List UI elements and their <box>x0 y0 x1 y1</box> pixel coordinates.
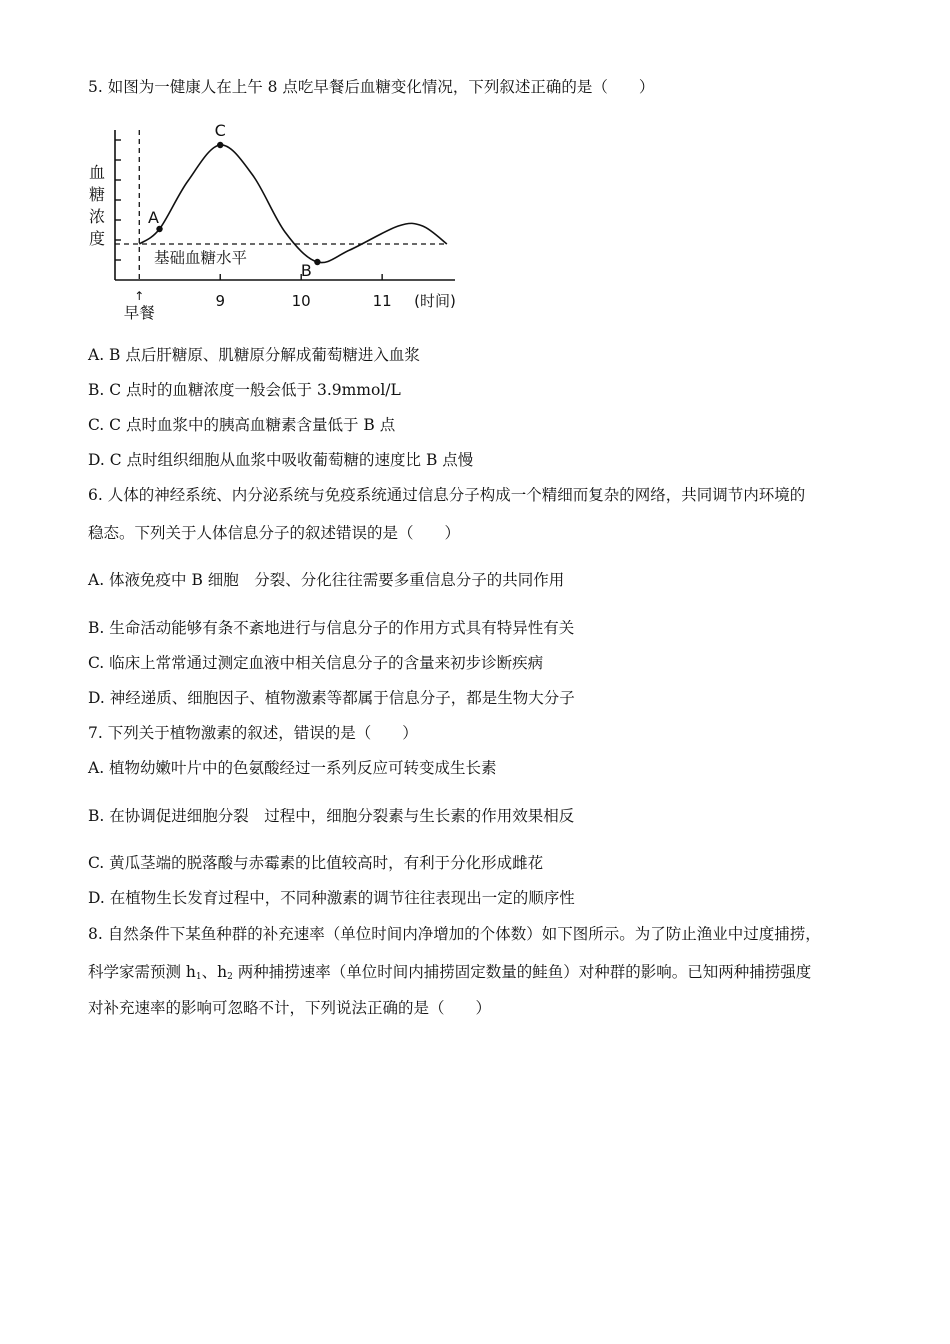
breakfast-label: 早餐 <box>123 304 155 322</box>
q7-option-c: C. 黄瓜茎端的脱落酸与赤霉素的比值较高时，有利于分化形成雌花 <box>88 854 544 872</box>
q5-stem: 5. 如图为一健康人在上午 8 点吃早餐后血糖变化情况，下列叙述正确的是（ ） <box>88 78 655 96</box>
q7-option-b: B. 在协调促进细胞分裂 过程中，细胞分裂素与生长素的作用效果相反 <box>88 807 575 825</box>
q8-stem-line1: 8. 自然条件下某鱼种群的补充速率（单位时间内净增加的个体数）如下图所示。为了防止渔业中过度捕捞， <box>88 925 821 943</box>
q6-stem-line2: 稳态。下列关于人体信息分子的叙述错误的是（ ） <box>88 524 461 542</box>
q7-option-a: A. 植物幼嫩叶片中的色氨酸经过一系列反应可转变成生长素 <box>88 759 497 777</box>
y-axis-ticks <box>115 140 121 260</box>
q5-option-d: D. C 点时组织细胞从血浆中吸收葡萄糖的速度比 B 点慢 <box>88 451 474 469</box>
x-axis-label: (时间) <box>414 292 456 310</box>
point-label-C: C <box>214 121 226 140</box>
breakfast-arrow-icon: ↑ <box>134 289 145 303</box>
q6-stem-line1: 6. 人体的神经系统、内分泌系统与免疫系统通过信息分子构成一个精细而复杂的网络，共同调节内环境的 <box>88 486 806 504</box>
baseline-label: 基础血糖水平 <box>154 249 248 267</box>
q6-option-c: C. 临床上常常通过测定血液中相关信息分子的含量来初步诊断疾病 <box>88 654 544 672</box>
x-tick-label-10: 10 <box>291 292 311 310</box>
q5-option-c: C. C 点时血浆中的胰高血糖素含量低于 B 点 <box>88 416 396 434</box>
q6-option-d: D. 神经递质、细胞因子、植物激素等都属于信息分子，都是生物大分子 <box>88 689 575 707</box>
q5-option-a: A. B 点后肝糖原、肌糖原分解成葡萄糖进入血浆 <box>88 346 420 364</box>
glucose-curve <box>139 145 447 263</box>
q8-stem-line2: 科学家需预测 $h_1$、$h_2$ 两种捕捞速率（单位时间内捕捞固定数量的鲑鱼）对种群的影响。已知两种捕捞强度 <box>88 963 812 982</box>
point-B <box>314 259 320 265</box>
y-axis-label <box>89 163 105 248</box>
q6-option-a: A. 体液免疫中 B 细胞 分裂、分化往往需要多重信息分子的共同作用 <box>88 571 565 589</box>
y-label-char: 浓 <box>88 207 106 226</box>
x-tick-label-11: 11 <box>372 292 392 310</box>
point-C <box>217 142 223 148</box>
point-label-B: B <box>300 261 312 280</box>
y-axis-label-text <box>89 163 105 248</box>
blood-glucose-chart <box>80 112 460 324</box>
q8-stem-line3: 对补充速率的影响可忽略不计，下列说法正确的是（ ） <box>88 999 492 1017</box>
point-label-A: A <box>148 208 160 227</box>
x-tick-labels <box>215 292 391 310</box>
y-label-char: 血 <box>88 163 106 182</box>
q6-option-b: B. 生命活动能够有条不紊地进行与信息分子的作用方式具有特异性有关 <box>88 619 575 637</box>
y-label-char: 度 <box>88 229 106 248</box>
x-tick-label-9: 9 <box>215 292 226 310</box>
q7-option-d: D. 在植物生长发育过程中，不同种激素的调节往往表现出一定的顺序性 <box>88 889 575 907</box>
q5-option-b: B. C 点时的血糖浓度一般会低于 3.9mmol/L <box>88 381 401 399</box>
y-label-char: 糖 <box>88 185 106 204</box>
q7-stem: 7. 下列关于植物激素的叙述，错误的是（ ） <box>88 724 418 742</box>
